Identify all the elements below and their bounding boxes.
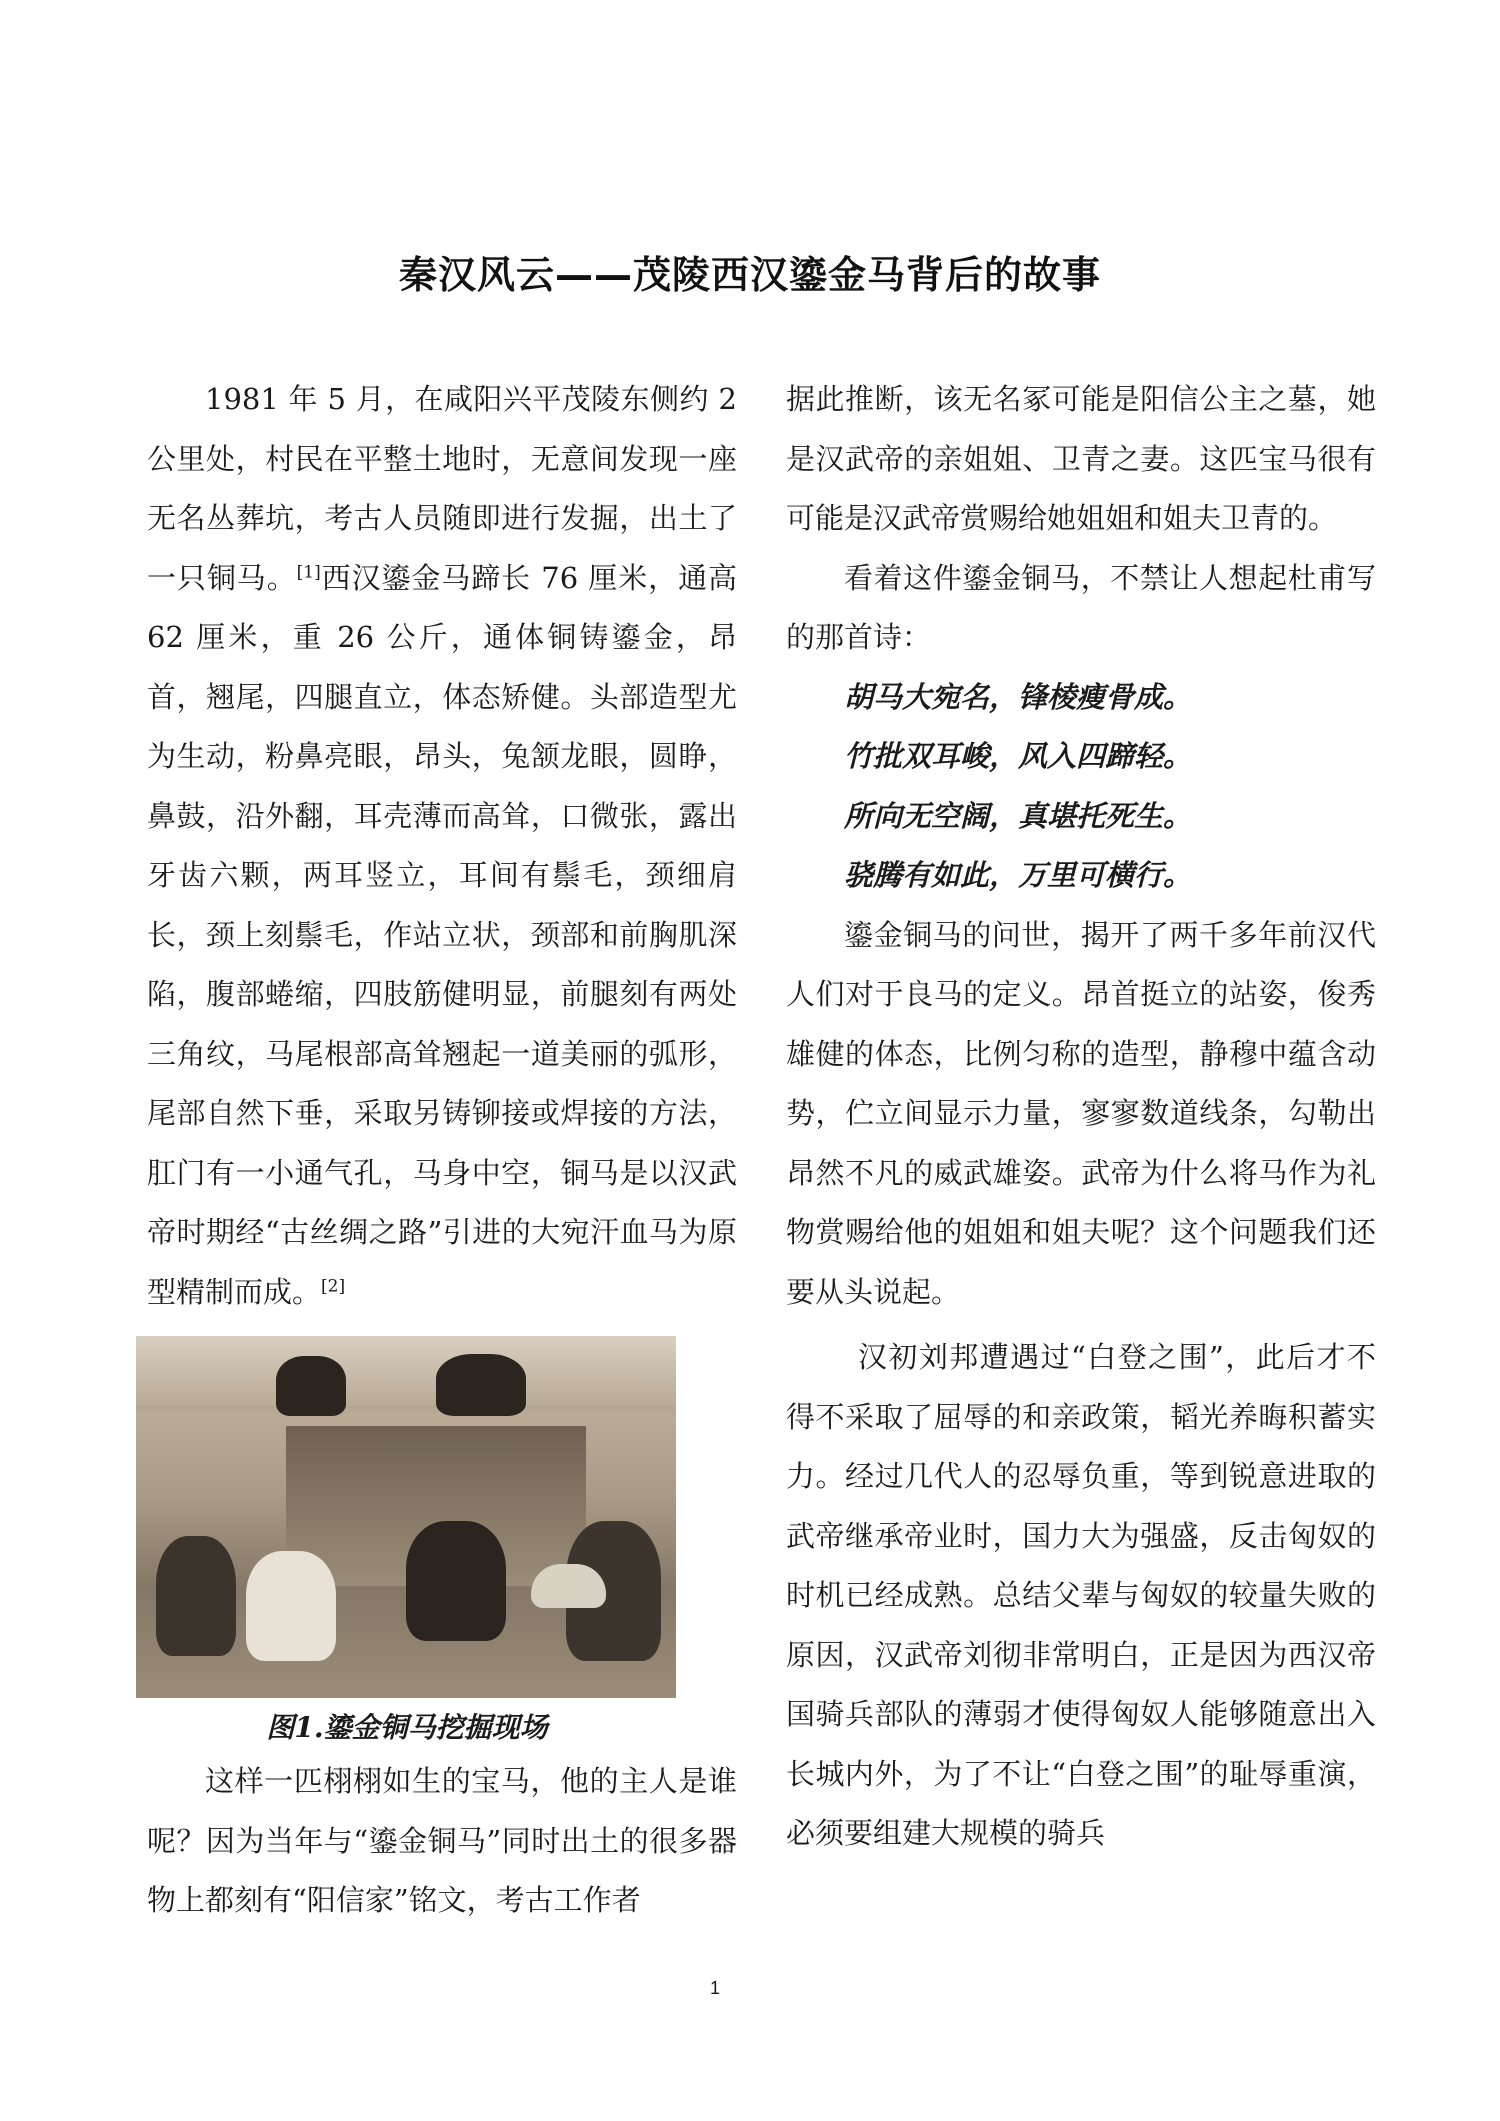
reference-1[interactable]: [1]	[296, 561, 321, 582]
right-column	[786, 370, 1376, 1864]
photo-figure	[246, 1551, 336, 1661]
poem-line: 竹批双耳峻，风入四蹄轻。	[844, 739, 1193, 773]
page-title: 秦汉风云——茂陵西汉鎏金马背后的故事	[398, 253, 1101, 297]
photo-figure	[436, 1354, 526, 1416]
paragraph-1	[147, 370, 737, 1322]
left-column	[147, 370, 737, 1931]
paragraph-2: 这样一匹栩栩如生的宝马，他的主人是谁呢？因为当年与“鎏金铜马”同时出土的很多器物上都刻有“阳信家”铭文，考古工作者	[147, 1764, 737, 1917]
photo-figure	[156, 1536, 236, 1656]
paragraph-6: 汉初刘邦遭遇过“白登之围”，此后才不得不采取了屈辱的和亲政策，韬光养晦积蓄实力。经过几代人的忍辱负重，等到锐意进取的武帝继承帝业时，国力大为强盛，反击匈奴的时机已经成熟。总结父辈与匈奴的较量失败的原因，汉武帝刘彻非常明白，正是因为西汉帝国骑兵部队的薄弱才使得匈奴人能够随意出入长城内外，为了不让“白登之围”的耻辱重演，必须要组建大规模的骑兵	[786, 1340, 1376, 1850]
paragraph-4: 看着这件鎏金铜马，不禁让人想起杜甫写的那首诗：	[786, 560, 1376, 654]
paragraph-5: 鎏金铜马的问世，揭开了两千多年前汉代人们对于良马的定义。昂首挺立的站姿，俊秀雄健的体态，比例匀称的造型，静穆中蕴含动势，伫立间显示力量，寥寥数道线条，勾勒出昂然不凡的威武雄姿。武帝为什么将马作为礼物赏赐给他的姐姐和姐夫呢？这个问题我们还要从头说起。	[786, 917, 1376, 1309]
photo-figure	[276, 1356, 346, 1416]
bronze-horse	[531, 1564, 606, 1608]
poem-line: 骁腾有如此，万里可横行。	[844, 858, 1193, 892]
excavation-photo	[136, 1336, 676, 1698]
poem-line: 胡马大宛名，锋棱瘦骨成。	[844, 679, 1193, 714]
paragraph-1-cont: 西汉鎏金马蹄长 76 厘米，通高 62 厘米，重 26 公斤，通体铜铸鎏金，昂首，翘尾，四腿直立，体态矫健。头部造型尤为生动，粉鼻亮眼，昂头，兔颔龙眼，圆睁，鼻鼓，沿外翻，耳壳薄而高耸，口微张，露出牙齿六颗，两耳竖立，耳间有鬃毛，颈细肩长，颈上刻鬃毛，作站立状，颈部和前胸肌深陷，腹部蜷缩，四肢筋健明显，前腿刻有两处三角纹，马尾根部高耸翘起一道美丽的弧形，尾部自然下垂，采取另铸铆接或焊接的方法，肛门有一小通气孔，马身中空，铜马是以汉武帝时期经“古丝绸之路”引进的大宛汗血马为原型精制而成。	[147, 560, 737, 1309]
photo-figure	[406, 1521, 506, 1641]
paragraph-1-text: 1981 年 5 月，在咸阳兴平茂陵东侧约 2 公里处，村民在平整土地时，无意间发现一座无名丛葬坑，考古人员随即进行发掘，出土了一只铜马。	[147, 382, 737, 595]
paragraph-3: 据此推断，该无名冢可能是阳信公主之墓，她是汉武帝的亲姐姐、卫青之妻。这匹宝马很有可能是汉武帝赏赐给她姐姐和姐夫卫青的。	[786, 382, 1376, 535]
photo-background	[136, 1336, 676, 1406]
poem-line: 所向无空阔，真堪托死生。	[844, 798, 1193, 833]
reference-2[interactable]: [2]	[321, 1275, 346, 1296]
page-number: 1	[709, 1978, 720, 1998]
figure-caption: 图1.鎏金铜马挖掘现场	[266, 1711, 548, 1744]
poem	[786, 668, 1376, 906]
